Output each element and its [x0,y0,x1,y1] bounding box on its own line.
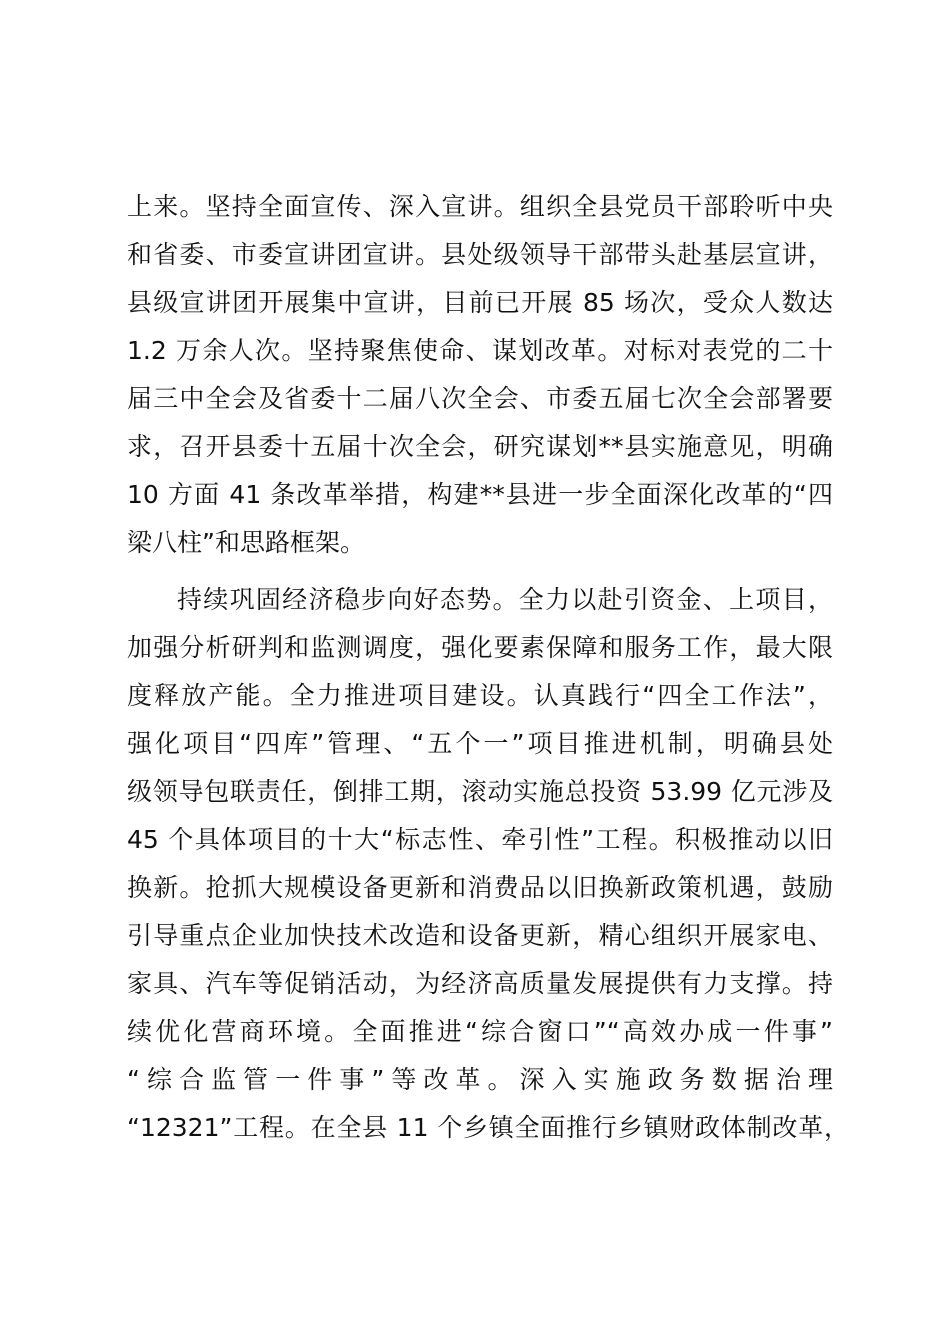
text-line: 届三中全会及省委十二届八次全会、市委五届七次全会部署要 [127,384,833,413]
paragraph-first-line: 持续巩固经济稳步向好态势。全力以赴引资金、上项目， [177,585,833,614]
text-line: 换新。抢抓大规模设备更新和消费品以旧换新政策机遇，鼓励 [127,873,833,902]
text-line: 家具、汽车等促销活动，为经济高质量发展提供有力支撑。持 [127,969,833,998]
text-line: 45 个具体项目的十大“标志性、牵引性”工程。积极推动以旧 [127,825,833,854]
text-line: “综合监管一件事”等改革。深入实施政务数据治理 [127,1065,833,1094]
text-line: “12321”工程。在全县 11 个乡镇全面推行乡镇财政体制改革， [127,1113,849,1142]
text-line: 1.2 万余人次。坚持聚焦使命、谋划改革。对标对表党的二十 [127,336,833,365]
text-line: 上来。坚持全面宣传、深入宣讲。组织全县党员干部聆听中央 [127,192,833,221]
text-line: 和省委、市委宣讲团宣讲。县处级领导干部带头赴基层宣讲， [127,240,833,269]
text-line: 10 方面 41 条改革举措，构建**县进一步全面深化改革的“四 [127,480,833,509]
text-line: 续优化营商环境。全面推进“综合窗口”“高效办成一件事” [127,1017,833,1046]
text-line: 加强分析研判和监测调度，强化要素保障和服务工作，最大限 [127,633,833,662]
text-line: 求，召开县委十五届十次全会，研究谋划**县实施意见，明确 [127,432,833,461]
text-line: 引导重点企业加快技术改造和设备更新，精心组织开展家电、 [127,921,833,950]
text-line: 强化项目“四库”管理、“五个一”项目推进机制，明确县处 [127,729,833,758]
text-line: 级领导包联责任，倒排工期，滚动实施总投资 53.99 亿元涉及 [127,777,833,806]
text-line: 梁八柱”和思路框架。 [127,528,365,557]
text-line: 度释放产能。全力推进项目建设。认真践行“四全工作法”， [127,681,833,710]
text-line: 县级宣讲团开展集中宣讲，目前已开展 85 场次，受众人数达 [127,288,833,317]
